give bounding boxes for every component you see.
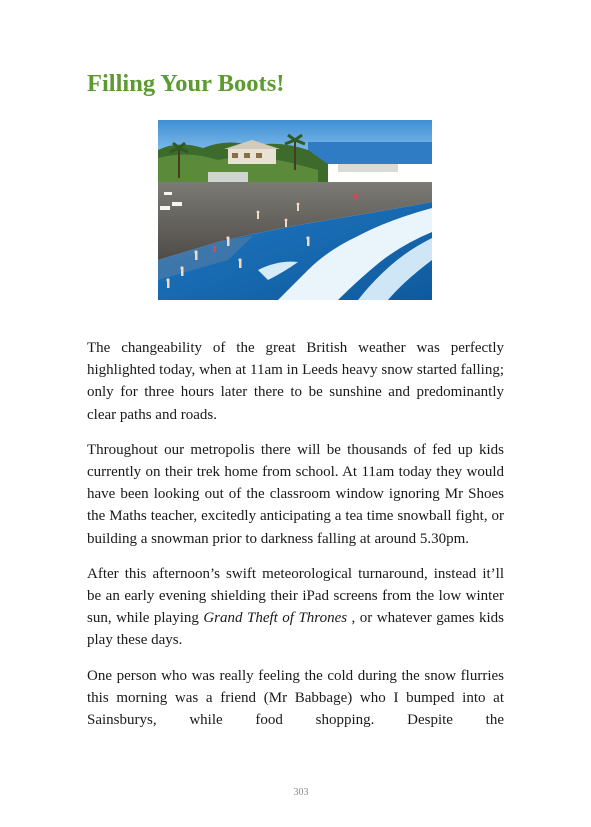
paragraph-4: One person who was really feeling the cold during the snow flurries this morning was a friend (Mr Babbage) who I bumped into at Sainsburys, while food shopping. Despite the (87, 667, 504, 729)
game-title: Grand Theft of Thrones (203, 610, 348, 627)
paragraph-3 (87, 563, 504, 652)
article-title: Filling Your Boots! (87, 70, 285, 97)
paragraph-1: The changeability of the great British weather was perfectly highlighted today, when at 11am in Leeds heavy snow started falling; only for three hours later there to be sunshine and predominantly clear paths and roads. (87, 340, 504, 423)
beach-scene-image (158, 120, 432, 300)
paragraph-2: Throughout our metropolis there will be thousands of fed up kids currently on their trek home from school. At 11am today they would have been looking out of the classroom window ignoring Mr Shoes the Maths teacher, excitedly anticipating a tea time snowball fight, or building a snowman prior to darkness falling at around 5.30pm. (87, 441, 504, 547)
page-number: 303 (293, 787, 309, 798)
paragraph-3-text-end: , or whatever games kids play these days. (87, 610, 505, 649)
beach-photo (158, 120, 432, 300)
paragraph-3-text-start: After this afternoon’s swift meteorological turnaround, instead it’ll be an early evening shielding their iPad screens from the low winter sun, while playing (87, 565, 504, 627)
article-body (87, 337, 504, 744)
